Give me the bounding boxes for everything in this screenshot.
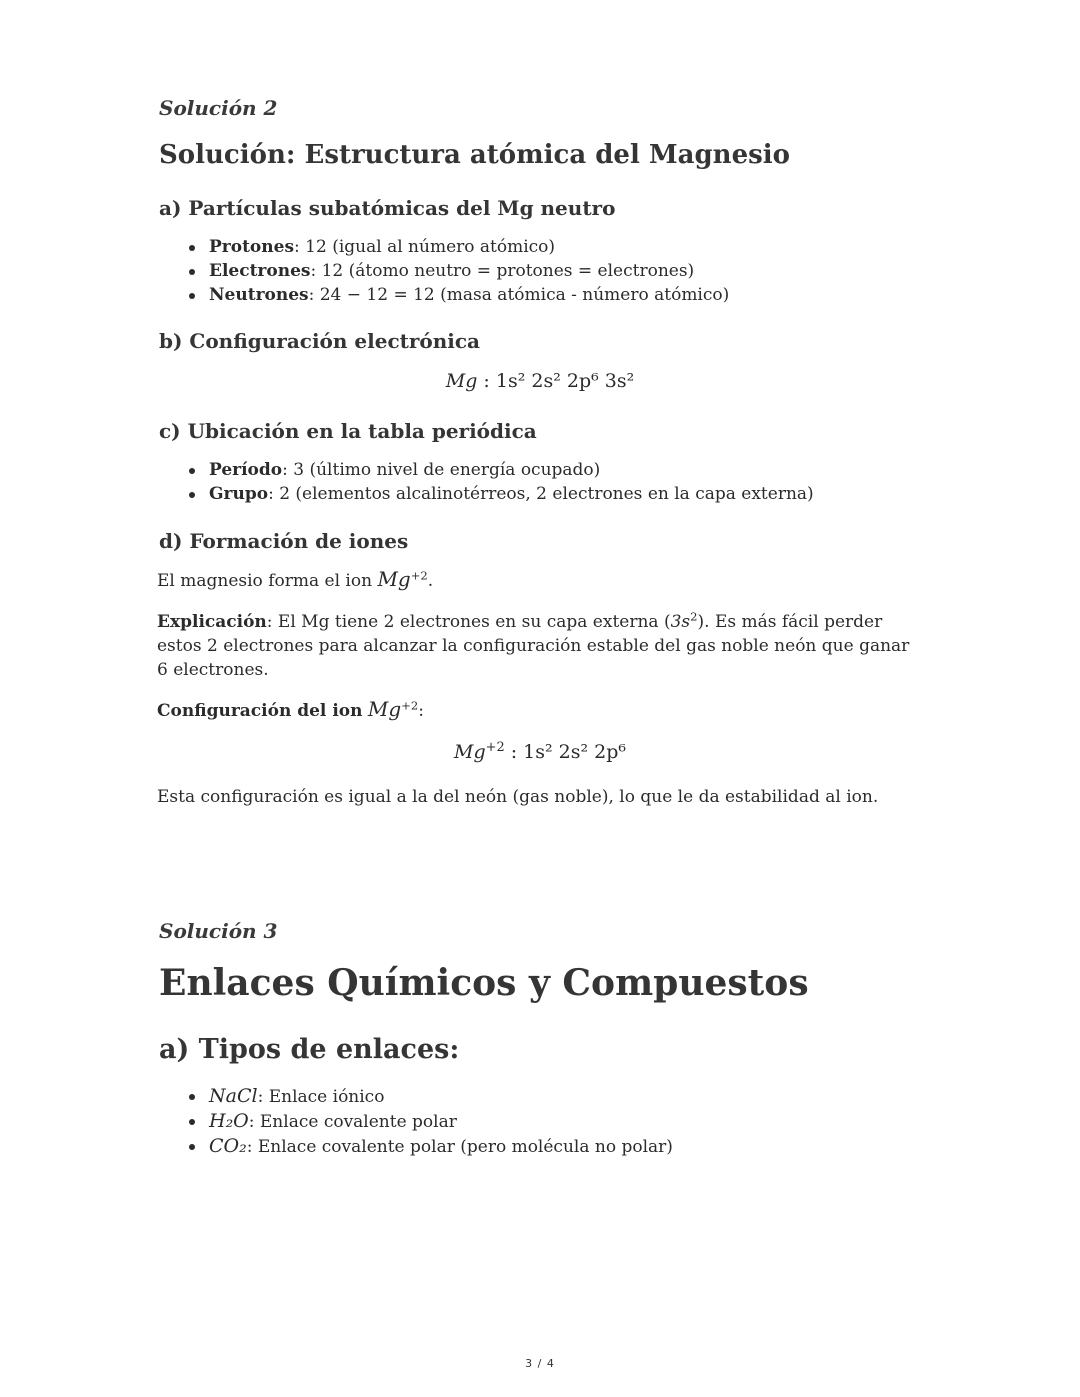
ion-intro: El magnesio forma el ion $Mg^{+2}$.	[157, 567, 434, 591]
solution-2-label: Solución 2	[159, 96, 278, 120]
section-d-heading: d) Formación de iones	[159, 529, 409, 553]
solution-2-title: Solución: Estructura atómica del Magnesio	[159, 140, 790, 170]
list-item: CO₂: Enlace covalente polar (pero molécula no polar)	[185, 1134, 673, 1159]
ion-electron-configuration: $Mg^{+2}$ : 1s² 2s² 2p⁶	[454, 739, 626, 763]
ion-explanation: Explicación: El Mg tiene 2 electrones en su capa externa $(3s^2)$. Es más fácil perder estos 2 electrones para alcanzar la configuración estable del gas noble neón que ganar 6 electrones.	[157, 609, 910, 680]
section-a-heading: a) Partículas subatómicas del Mg neutro	[159, 196, 616, 220]
list-item: Grupo: 2 (elementos alcalinotérreos, 2 electrones en la capa externa)	[185, 482, 814, 506]
page-indicator: 3 / 4	[525, 1357, 555, 1370]
list-item: Protones: 12 (igual al número atómico)	[185, 235, 729, 259]
solution-3-label: Solución 3	[159, 919, 278, 943]
list-item: Electrones: 12 (átomo neutro = protones = electrones)	[185, 259, 729, 283]
closing-note: Esta configuración es igual a la del neón (gas noble), lo que le da estabilidad al ion.	[157, 787, 879, 807]
list-item: H₂O: Enlace covalente polar	[185, 1109, 673, 1134]
ion-config-label: Configuración del ion $Mg^{+2}$:	[157, 697, 424, 721]
section-b-heading: b) Configuración electrónica	[159, 329, 481, 353]
section-c-heading: c) Ubicación en la tabla periódica	[159, 419, 537, 443]
list-item: Período: 3 (último nivel de energía ocupado)	[185, 458, 814, 482]
list-item: Neutrones: 24 − 12 = 12 (masa atómica - número atómico)	[185, 283, 729, 307]
bond-types-heading: a) Tipos de enlaces:	[159, 1034, 460, 1065]
solution-3-title: Enlaces Químicos y Compuestos	[159, 962, 809, 1004]
bond-types-list	[185, 1084, 673, 1159]
list-item: NaCl: Enlace iónico	[185, 1084, 673, 1109]
subatomic-particles-list	[185, 235, 729, 307]
mg-electron-configuration: Mg : 1s² 2s² 2p⁶ 3s²	[445, 370, 635, 392]
periodic-location-list	[185, 458, 814, 506]
